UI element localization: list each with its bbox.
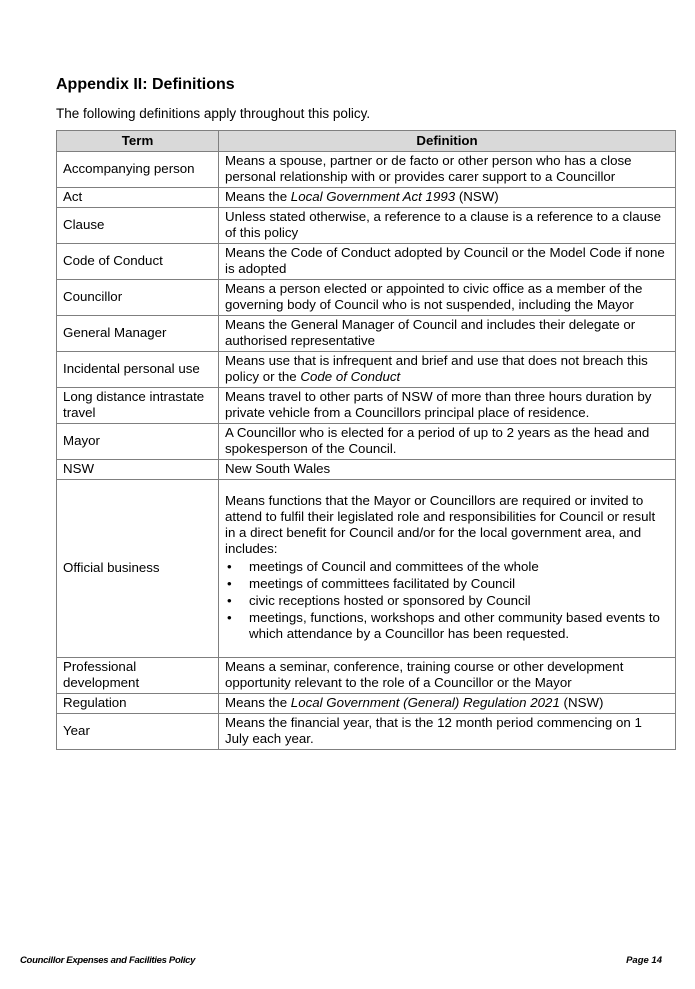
term-cell: Long distance intrastate travel — [57, 388, 219, 424]
term-cell: Councillor — [57, 280, 219, 316]
term-cell: Code of Conduct — [57, 244, 219, 280]
header-definition: Definition — [219, 131, 676, 152]
list-item: • civic receptions hosted or sponsored by Council — [249, 593, 669, 609]
definition-cell: Means the Code of Conduct adopted by Council or the Model Code if none is adopted — [219, 244, 676, 280]
definition-text: Means functions that the Mayor or Councillors are required or invited to attend to fulfil their legislated role and responsibilities for Council or result in a direct benefit for Council and/or for the local government area, and includes: — [225, 493, 656, 556]
definition-cell: Means a spouse, partner or de facto or other person who has a close personal relationship with or provides carer support to a Councillor — [219, 152, 676, 188]
definition-cell: Means the General Manager of Council and includes their delegate or authorised representative — [219, 316, 676, 352]
list-item: • meetings of Council and committees of the whole — [249, 559, 669, 575]
footer-page-number: Page 14 — [626, 955, 662, 966]
table-row — [57, 316, 676, 352]
table-row — [57, 280, 676, 316]
definition-cell: New South Wales — [219, 460, 676, 480]
table-row — [57, 388, 676, 424]
header-term: Term — [57, 131, 219, 152]
table-row — [57, 480, 676, 658]
term-cell: NSW — [57, 460, 219, 480]
definition-cell — [219, 480, 676, 658]
definition-cell: A Councillor who is elected for a period of up to 2 years as the head and spokesperson of the Council. — [219, 424, 676, 460]
definition-cell: Means the financial year, that is the 12 month period commencing on 1 July each year. — [219, 714, 676, 750]
definition-cell — [219, 352, 676, 388]
term-cell: Regulation — [57, 694, 219, 714]
term-cell: Incidental personal use — [57, 352, 219, 388]
table-row — [57, 658, 676, 694]
table-row — [57, 694, 676, 714]
list-item: • meetings of committees facilitated by Council — [249, 576, 669, 592]
section-heading: Appendix II: Definitions — [56, 76, 235, 93]
table-row — [57, 352, 676, 388]
definition-text: Means the — [225, 189, 291, 204]
term-cell: General Manager — [57, 316, 219, 352]
term-cell: Professional development — [57, 658, 219, 694]
definition-cell: Means travel to other parts of NSW of more than three hours duration by private vehicle from a Councillors principal place of residence. — [219, 388, 676, 424]
act-title: Local Government Act 1993 — [290, 189, 456, 204]
table-row — [57, 460, 676, 480]
bullet-list — [225, 559, 669, 642]
table-row — [57, 188, 676, 208]
code-title: Code of Conduct — [300, 369, 401, 384]
term-cell: Official business — [57, 480, 219, 658]
definition-cell: Means a person elected or appointed to civic office as a member of the governing body of Council who is not suspended, including the Mayor — [219, 280, 676, 316]
term-cell: Accompanying person — [57, 152, 219, 188]
definition-text: Means the — [225, 695, 291, 710]
footer-document-title: Councillor Expenses and Facilities Policy — [20, 955, 196, 966]
definition-cell: Unless stated otherwise, a reference to a clause is a reference to a clause of this policy — [219, 208, 676, 244]
definition-cell: Means a seminar, conference, training course or other development opportunity relevant to the role of a Councillor or the Mayor — [219, 658, 676, 694]
definition-text: Means use that is infrequent and brief and use that does not breach this policy or the — [225, 353, 648, 384]
term-cell: Act — [57, 188, 219, 208]
list-item: • meetings, functions, workshops and other community based events to which attendance by a Councillor has been requested. — [249, 610, 669, 642]
table-row — [57, 424, 676, 460]
table-header-row — [57, 131, 676, 152]
term-cell: Clause — [57, 208, 219, 244]
intro-text: The following definitions apply throughout this policy. — [56, 106, 371, 121]
definitions-table — [56, 130, 676, 750]
definition-cell — [219, 188, 676, 208]
term-cell: Mayor — [57, 424, 219, 460]
table-row — [57, 244, 676, 280]
term-cell: Year — [57, 714, 219, 750]
table-row — [57, 714, 676, 750]
table-row — [57, 152, 676, 188]
regulation-title: Local Government (General) Regulation 2021 — [290, 695, 560, 710]
definition-cell — [219, 694, 676, 714]
table-row — [57, 208, 676, 244]
definition-text: (NSW) — [559, 695, 604, 710]
definition-text: (NSW) — [455, 189, 499, 204]
